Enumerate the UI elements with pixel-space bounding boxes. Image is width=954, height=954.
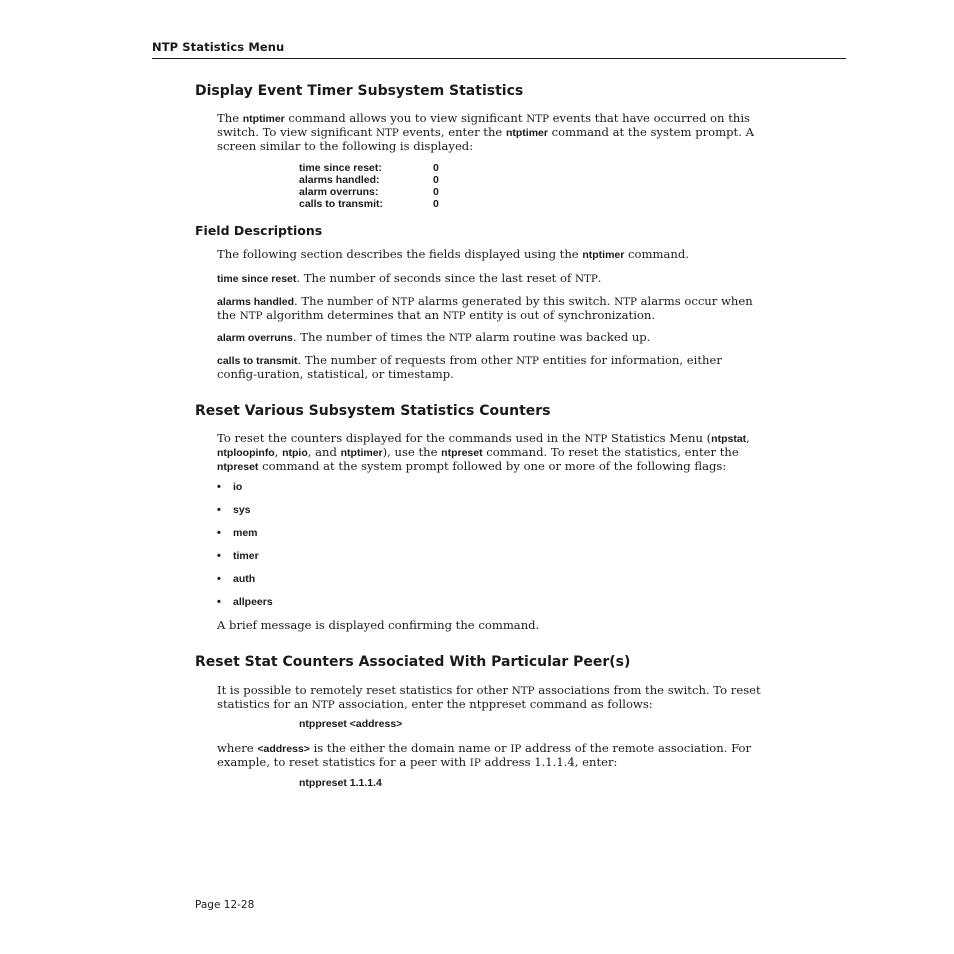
stats-row: time since reset: 0 (299, 162, 439, 174)
flag-list-item: • mem (217, 527, 258, 539)
flag-list-item: • timer (217, 550, 259, 562)
section3-intro-paragraph: It is possible to remotely reset statistics for other NTP associations from the switch. To reset statistics for an NTP association, enter the ntppreset command as follows: (217, 683, 761, 711)
ntptimer-command: ntptimer (242, 113, 285, 125)
flag-list-item: • allpeers (217, 596, 273, 608)
section-heading-display-event-timer: Display Event Timer Subsystem Statistics (195, 83, 524, 99)
code-ntppreset-address: ntppreset <address> (299, 718, 403, 730)
section-heading-reset-peer-counters: Reset Stat Counters Associated With Particular Peer(s) (195, 654, 631, 670)
code-ntppreset-example: ntppreset 1.1.1.4 (299, 777, 382, 789)
field-time-since-reset: time since reset. The number of seconds since the last reset of NTP. (217, 271, 602, 285)
field-alarms-handled: alarms handled. The number of NTP alarms generated by this switch. NTP alarms occur when the NTP algorithm determines that an NTP entity is out of synchronization. (217, 294, 753, 322)
confirm-message-paragraph: A brief message is displayed confirming the command. (217, 618, 540, 632)
running-header: NTP Statistics Menu (152, 40, 285, 54)
field-descriptions-heading: Field Descriptions (195, 223, 323, 238)
field-calls-to-transmit: calls to transmit. The number of requests from other NTP entities for information, either config-uration, statistical, or timestamp. (217, 353, 722, 381)
section-heading-reset-counters: Reset Various Subsystem Statistics Counters (195, 403, 551, 419)
field-alarm-overruns: alarm overruns. The number of times the NTP alarm routine was backed up. (217, 330, 651, 344)
header-rule (152, 58, 846, 59)
flag-list-item: • io (217, 481, 243, 493)
section2-intro-paragraph: To reset the counters displayed for the commands used in the NTP Statistics Menu (ntpstat, ntploopinfo, ntpio, and ntptimer), use the ntpreset command. To reset the statistics, enter the ntpreset command at the system prompt followed by one or more of the following flags: (217, 431, 750, 473)
stats-row: calls to transmit: 0 (299, 198, 439, 210)
flag-list-item: • auth (217, 573, 256, 585)
stats-row: alarm overruns: 0 (299, 186, 439, 198)
where-address-paragraph: where <address> is the either the domain name or IP address of the remote association. For example, to reset statistics for a peer with IP address 1.1.1.4, enter: (217, 741, 752, 769)
page-number: Page 12-28 (195, 899, 255, 911)
section1-intro-paragraph: The ntptimer command allows you to view significant NTP events that have occurred on this switch. To view significant NTP events, enter the ntptimer command at the system prompt. A screen similar to the following is displayed: (217, 111, 754, 153)
field-descriptions-intro: The following section describes the fields displayed using the ntptimer command. (217, 247, 689, 261)
ntptimer-command: ntptimer (505, 127, 548, 139)
stats-output (299, 162, 439, 210)
flag-list-item: • sys (217, 504, 251, 516)
stats-row: alarms handled: 0 (299, 174, 439, 186)
